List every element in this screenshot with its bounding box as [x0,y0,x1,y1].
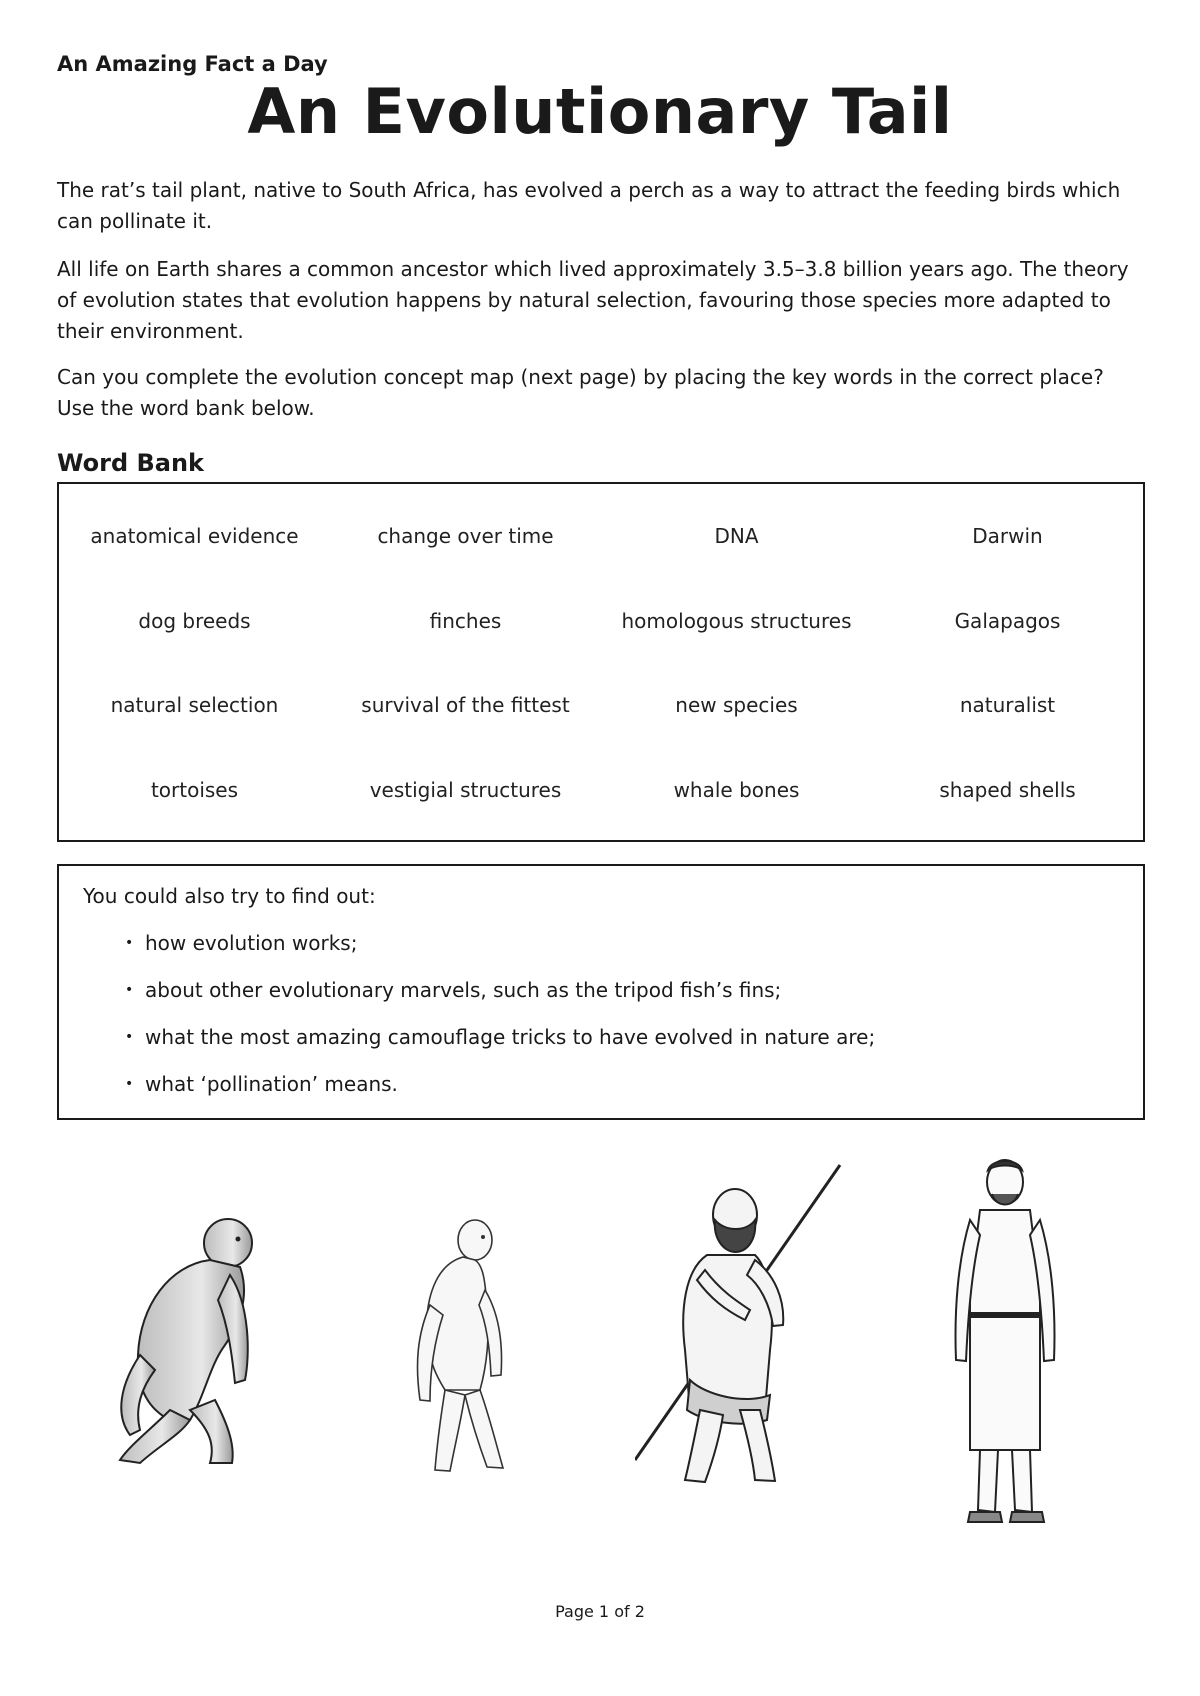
word-bank-item: naturalist [959,693,1056,718]
bullet-icon: • [125,1076,134,1092]
word-bank-box [57,482,1145,842]
word-bank-item: change over time [377,524,554,549]
word-bank-item: natural selection [110,693,279,718]
word-bank-item: Galapagos [954,608,1061,633]
word-bank-item: survival of the fittest [361,693,570,718]
series-kicker: An Amazing Fact a Day [57,52,328,76]
list-item [83,920,1119,967]
find-out-box [57,864,1145,1120]
word-bank-item: tortoises [150,777,239,802]
bullet-icon: • [125,935,134,951]
evolution-illustration [0,1150,1200,1550]
page-number: Page 1 of 2 [555,1602,645,1621]
word-bank-item: shaped shells [939,777,1076,802]
word-bank-heading: Word Bank [57,449,205,477]
word-bank-item: dog breeds [138,608,251,633]
word-bank-item: anatomical evidence [90,524,299,549]
find-out-list [83,920,1119,1108]
list-item [83,1014,1119,1061]
word-bank-item: new species [675,693,798,718]
list-item [83,967,1119,1014]
bullet-icon: • [125,1029,134,1045]
intro-paragraph-2: All life on Earth shares a common ancestor which lived approximately 3.5–3.8 billion years ago. The theory of evolution states that evolution happens by natural selection, favouring those species more adapted to their environment. [57,257,1129,343]
caveman-with-spear-figure [635,1160,845,1490]
list-item-text: what ‘pollination’ means. [145,1072,398,1096]
list-item-text: what the most amazing camouflage tricks to have evolved in nature are; [145,1025,876,1049]
word-bank-item: vestigial structures [369,777,562,802]
list-item-text: about other evolutionary marvels, such as the tripod fish’s fins; [145,978,782,1002]
early-hominid-figure [405,1215,525,1480]
list-item [83,1061,1119,1108]
word-bank-item: homologous structures [621,608,852,633]
intro-paragraph-1: The rat’s tail plant, native to South Africa, has evolved a perch as a way to attract the feeding birds which can pollinate it. [57,178,1121,233]
list-item-text: how evolution works; [145,931,358,955]
modern-human-figure [940,1150,1070,1540]
word-bank-item: DNA [714,524,759,549]
find-out-intro: You could also try to find out: [83,884,376,908]
bullet-icon: • [125,982,134,998]
instruction-paragraph: Can you complete the evolution concept map (next page) by placing the key words in the correct place? Use the word bank below. [57,365,1104,420]
ape-figure [110,1205,280,1475]
word-bank-item: Darwin [972,524,1043,549]
word-bank-item: whale bones [673,777,800,802]
page-title: An Evolutionary Tail [247,75,953,148]
word-bank-item: finches [429,608,502,633]
